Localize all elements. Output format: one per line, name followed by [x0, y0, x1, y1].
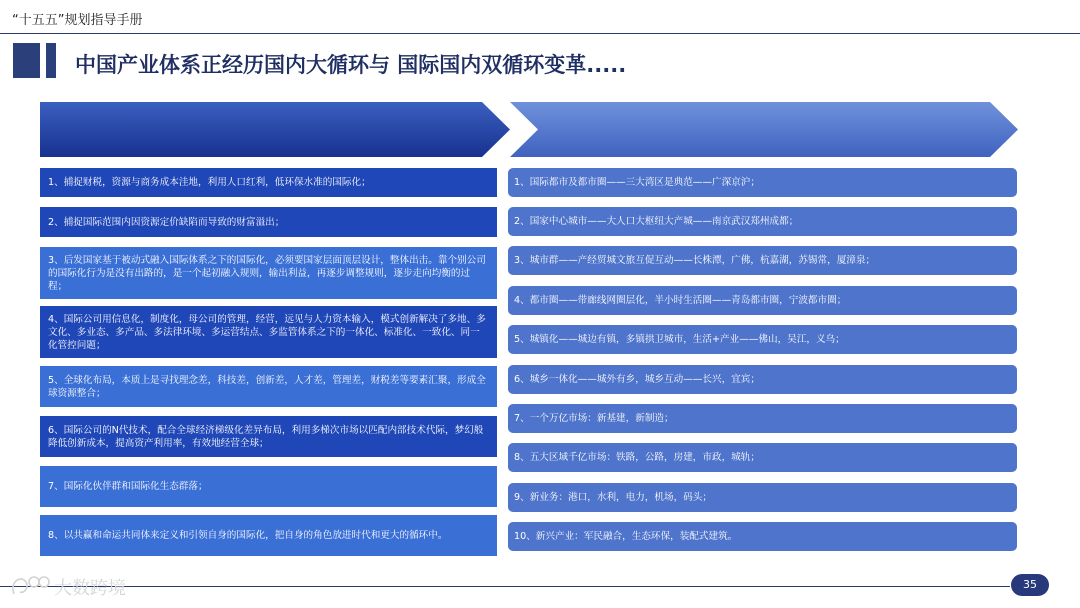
watermark-text: 大数跨境	[54, 578, 126, 599]
left-item-7: 7、国际化伙伴群和国际化生态群落；	[40, 466, 497, 507]
left-item-8: 8、以共赢和命运共同体来定义和引领自身的国际化，把自身的角色放进时代和更大的循环中。	[40, 515, 497, 556]
left-item-2: 2、捕捉国际范围内因资源定价缺陷而导致的财富溢出；	[40, 207, 497, 237]
right-item-5: 5、城镇化——城边有镇，多镇拱卫城市，生活+产业——佛山，吴江，义乌；	[508, 325, 1017, 354]
right-item-4: 4、都市圈——带廊线网圈层化，半小时生活圈——青岛都市圈，宁波都市圈；	[508, 286, 1017, 315]
right-item-2: 2、国家中心城市——大人口大枢纽大产城——南京武汉郑州成都；	[508, 207, 1017, 236]
left-item-3: 3、后发国家基于被动式融入国际体系之下的国际化，必须要国家层面顶层设计，整体出击。靠个别公司的国际化行为是没有出路的，是一个起初融入规则，输出利益，再逐步调整规则，逐步走向均衡的过程；	[40, 247, 497, 299]
right-item-9: 9、新业务：港口，水利，电力，机场，码头；	[508, 483, 1017, 512]
right-item-1: 1、国际都市及都市圈——三大湾区是典范——广深京沪；	[508, 168, 1017, 197]
page-number: 35	[1011, 574, 1049, 596]
right-heading: 国内大战场产业深空间	[692, 19, 833, 35]
title-accent-block	[13, 43, 40, 78]
right-item-7: 7、一个万亿市场：新基建，新制造；	[508, 404, 1017, 433]
left-item-6: 6、国际公司的N代技术，配合全球经济梯级化差异布局，利用多梯次市场以匹配内部技术代际，梦幻般降低创新成本，提高资产利用率，有效地经营全球；	[40, 416, 497, 457]
left-heading: 国际八层次命运共同体	[195, 19, 335, 35]
page-title: 中国产业体系正经历国内大循环与 国际国内双循环变革.....	[75, 53, 627, 77]
right-item-3: 3、城市群——产经贸城文旅互促互动——长株潭，广佛，杭嘉湖，苏锡常，厦漳泉；	[508, 246, 1017, 275]
right-item-10: 10、新兴产业：军民融合，生态环保，装配式建筑。	[508, 522, 1017, 551]
left-item-4: 4、国际公司用信息化，制度化，母公司的管理，经营，远见与人力资本输入，模式创新解决了多地、多文化、多业态、多产品、多法律环境、多运营结点、多监管体系之下的一体化、标准化、一致化、同一化管控问题；	[40, 306, 497, 358]
left-item-1: 1、捕捉财税，资源与商务成本洼地，利用人口红利，低环保水准的国际化；	[40, 168, 497, 197]
left-heading-chevron	[40, 102, 510, 157]
right-item-6: 6、城乡一体化——城外有乡，城乡互动——长兴，宜宾；	[508, 365, 1017, 394]
right-item-8: 8、五大区域千亿市场：铁路，公路，房建，市政，城轨；	[508, 443, 1017, 472]
right-heading-chevron	[510, 102, 1018, 157]
document-label: “十五五”规划指导手册	[12, 13, 143, 28]
watermark-logo	[8, 570, 158, 602]
left-item-5: 5、全球化布局，本质上是寻找理念差，科技差，创新差，人才差，管理差，财税差等要素汇聚，形成全球资源整合；	[40, 366, 497, 407]
